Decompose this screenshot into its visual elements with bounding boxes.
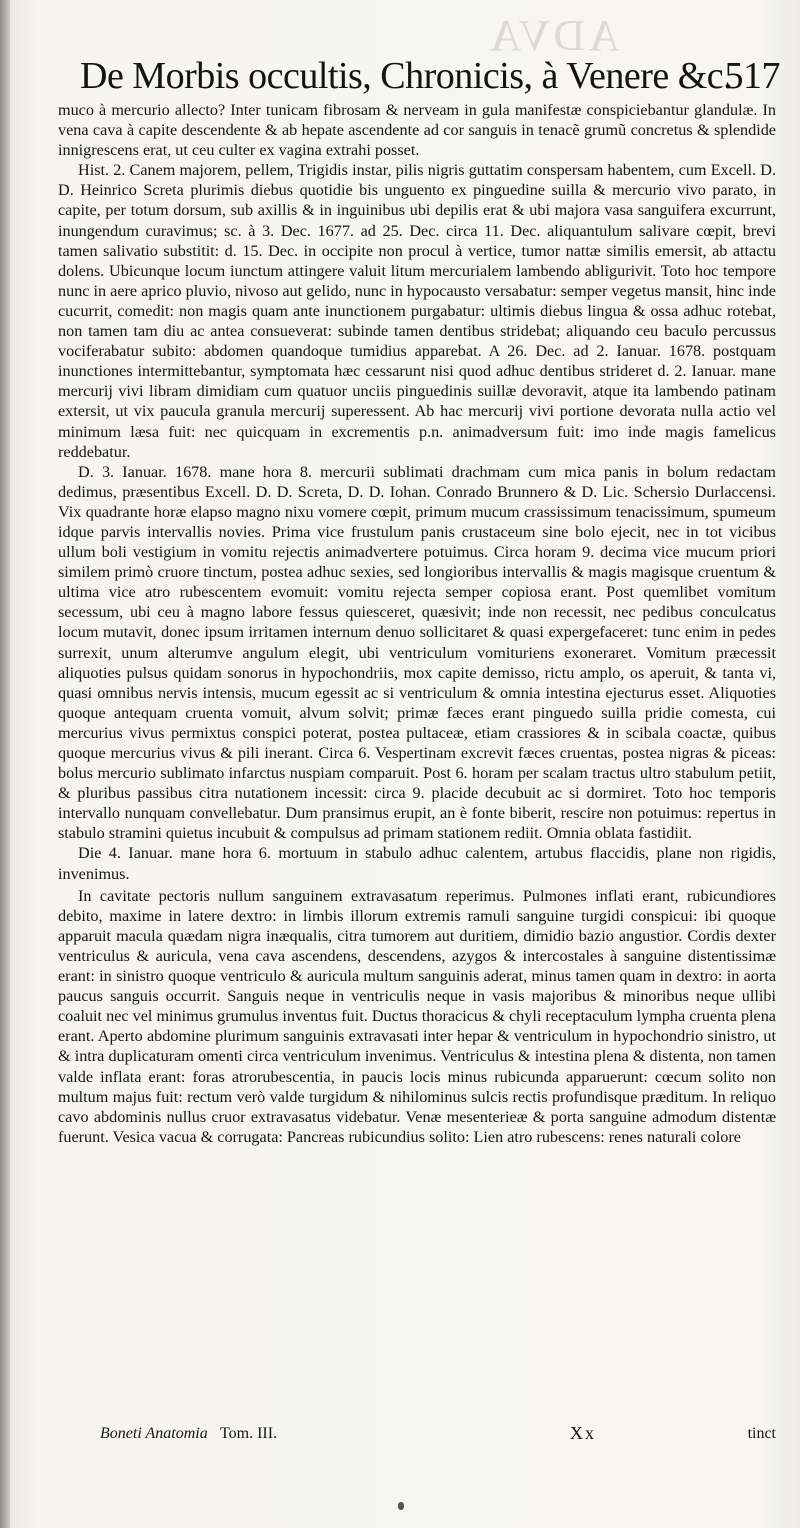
footer-signature: Boneti Anatomia	[100, 1425, 208, 1442]
page-binding-edge	[0, 0, 10, 1528]
show-through-text: ADVA	[486, 11, 620, 60]
running-title: De Morbis occultis, Chronicis, à Venere &c.	[80, 55, 733, 97]
running-header	[80, 54, 780, 98]
paragraph-experiment: D. 3. Ianuar. 1678. mane hora 8. mercurii sublimati drachmam cum mica panis in bolum redactam dedimus, præsentibus Excell. D. D. Screta, D. D. Iohan. Conrado Brunnero & D. Lic. Schersio Durlaccensi. Vix quadrante horæ elapso magno nixu vomere cœpit, primum mucum crassissimum tenacissimum, spumeum idque parvis intervallis novies. Prima vice frustulum panis crustaceum sine bolo ejecit, nec in tot vicibus ullum boli vestigium in vomitu rejectis animadvertere potuimus. Circa horam 9. decima vice mucum priori similem primò cruore tinctum, postea adhuc sexies, sed longioribus intervallis & magis magisque cruentum & ultima vice atro rubescentem evomuit: vomitu rejecta semper copiosa erant. Post quemlibet vomitum secessum, ubi ceu à magno labore fessus quiesceret, quæsivit; inde non recessit, nec pedibus conculcatus locum mutavit, donec ipsum irritamen internum denuo sollicitaret & quasi expergefaceret: tunc enim in pedes surrexit, unum alterumve angulum elegit, ubi ventriculum vomituriens exoneraret. Vomitum præcessit aliquoties pulsus quidam sonorus in hypochondriis, mox capite demisso, rictu amplo, os aperuit, & tanta vi, quasi omnibus nervis intensis, mucum egessit ac si ventriculum & omnia intestina ejecturus esset. Aliquoties quoque antequam cruenta vomuit, alvum solvit; primæ fæces erant pinguedo suilla pridie comesta, cui mercurius vivus permixtus conspici poterat, postea pultaceæ, etiam crassiores & in scibala coactæ, quibus quoque mercurius vivus & pili inerant. Circa 6. Vespertinam excrevit fæces cruentas, postea nigras & piceas: bolus mercurio sublimato infarctus nuspiam comparuit. Post 6. horam per scalam tractus ultro stabulum petiit, & pluribus passibus citra nutationem incessit: circa 9. placide decubuit ac si dormiret. Toto hoc temporis intervallo nunquam convellebatur. Dum pransimus erupit, an è fonte biberit, rescire non potuimus: repertus in stabulo stramini quietus incubuit & compulsus ad primam stationem rediit. Omnia oblata fastidiit.	[58, 462, 776, 843]
paragraph-historia-2: Hist. 2. Canem majorem, pellem, Trigidis instar, pilis nigris guttatim conspersam habentem, cum Excell. D. D. Heinrico Screta plurimis diebus quotidie bis unguento ex pinguedine suilla & mercurio vivo parato, in capite, per totum dorsum, sub axillis & in inguinibus ubi depilis erat & ubi majora vasa sanguifera excurrunt, inungendum curavimus; sc. à 3. Dec. 1677. ad 25. Dec. circa 11. Dec. aliquantulum salivare cœpit, brevi tamen salivatio substitit: d. 15. Dec. in occipite non procul à vertice, tumor nattæ similis emersit, ab attactu dolens. Ubicunque locum iunctum attingere valuit litum mercurialem lambendo abligurivit. Toto hoc tempore nunc in aere aprico pluvio, nivoso aut gelido, nunc in hypocausto versabatur: semper vegetus mansit, hinc inde cucurrit, comedit: non magis quam ante inunctionem purgabatur: ultimis diebus lingua & ossa adhuc rotebat, non tamen tam diu ac antea consueverat: subinde tamen dentibus stridebat; aliquando ceu baculo percussus vociferabatur subito: abdomen quandoque tumidius apparebat. A 26. Dec. ad 2. Ianuar. 1678. postquam inunctiones intermittebantur, symptomata hæc cessarunt nisi quod adhuc dentibus strideret d. 2. Ianuar. mane mercurij vivi libram dimidiam cum quatuor unciis pinguedinis suillæ devoravit, atque ita lambendo patinam extersit, ut vix paucula granula mercurij superessent. Ab hac mercurij vivi portione devorata nulla actio vel minimum læsa fuit: nec quicquam in excrementis p.n. animadversum fuit: imo inde magis famelicus reddebatur.	[58, 161, 776, 461]
signature-mark: Xx	[570, 1423, 596, 1443]
page-footer	[100, 1425, 776, 1447]
footer-volume: Tom. III.	[220, 1425, 278, 1442]
paragraph-dissection: In cavitate pectoris nullum sanguinem extravasatum reperimus. Pulmones inflati erant, rubicundiores debito, maxime in latere dextro: in limbis illorum extremis ramuli sanguine turgidi conspicui: ibi quoque apparuit macula quædam nigra inæqualis, citra tumorem aut duritiem, dimidio bazio angustior. Cordis dexter ventriculus & auricula, vena cava ascendens, descendens, azygos & intercostales à sanguine distentissimæ erant: in sinistro quoque ventriculo & auricula multum sanguinis aderat, minus tamen quam in dextro: in aorta paucus sanguis occurrit. Sanguis neque in ventriculis neque in vasis majoribus & minoribus neque ullibi coaluit nec vel minimus grumulus inventus fuit. Ductus thoracicus & chyli receptaculum lympha cruenta plena erant. Aperto abdomine plurimum sanguinis extravasati inter hepar & ventriculum in hypochondrio sinistro, ut & intra duplicaturam omenti circa ventriculum invenimus. Ventriculus & intestina plena & distenta, non tamen valde inflata erant: foras atrorubescentia, in paucis locis minus rubicunda apparuerunt: cœcum solito non multum majus fuit: rectum verò valde turgidum & nihilominus sulcis rectis profundisque præditum. In reliquo cavo abdominis nullus cruor extravasatus videbatur. Venæ mesenterieæ & porta sanguine admodum distentæ fuerunt. Vesica vacua & corrugata: Pancreas rubicundius solito: Lien atro rubescens: renes naturali colore	[58, 886, 776, 1146]
ink-spot	[398, 1502, 404, 1510]
body-text	[58, 100, 776, 1147]
catchword: tinct	[747, 1425, 776, 1442]
paragraph-death: Die 4. Ianuar. mane hora 6. mortuum in stabulo adhuc calentem, artubus flaccidis, plane non rigidis, invenimus.	[58, 844, 776, 883]
paragraph-continuation: muco à mercurio allecto? Inter tunicam fibrosam & nerveam in gula manifestæ conspiciebantur glandulæ. In vena cava à capite descendente & ab hepate ascendente ad cor sanguis in tenacẽ grumũ concretus & splendide innigrescens erat, ut ceu culter ex vagina extrahi posset.	[58, 101, 776, 160]
page-number: 517	[724, 55, 780, 97]
